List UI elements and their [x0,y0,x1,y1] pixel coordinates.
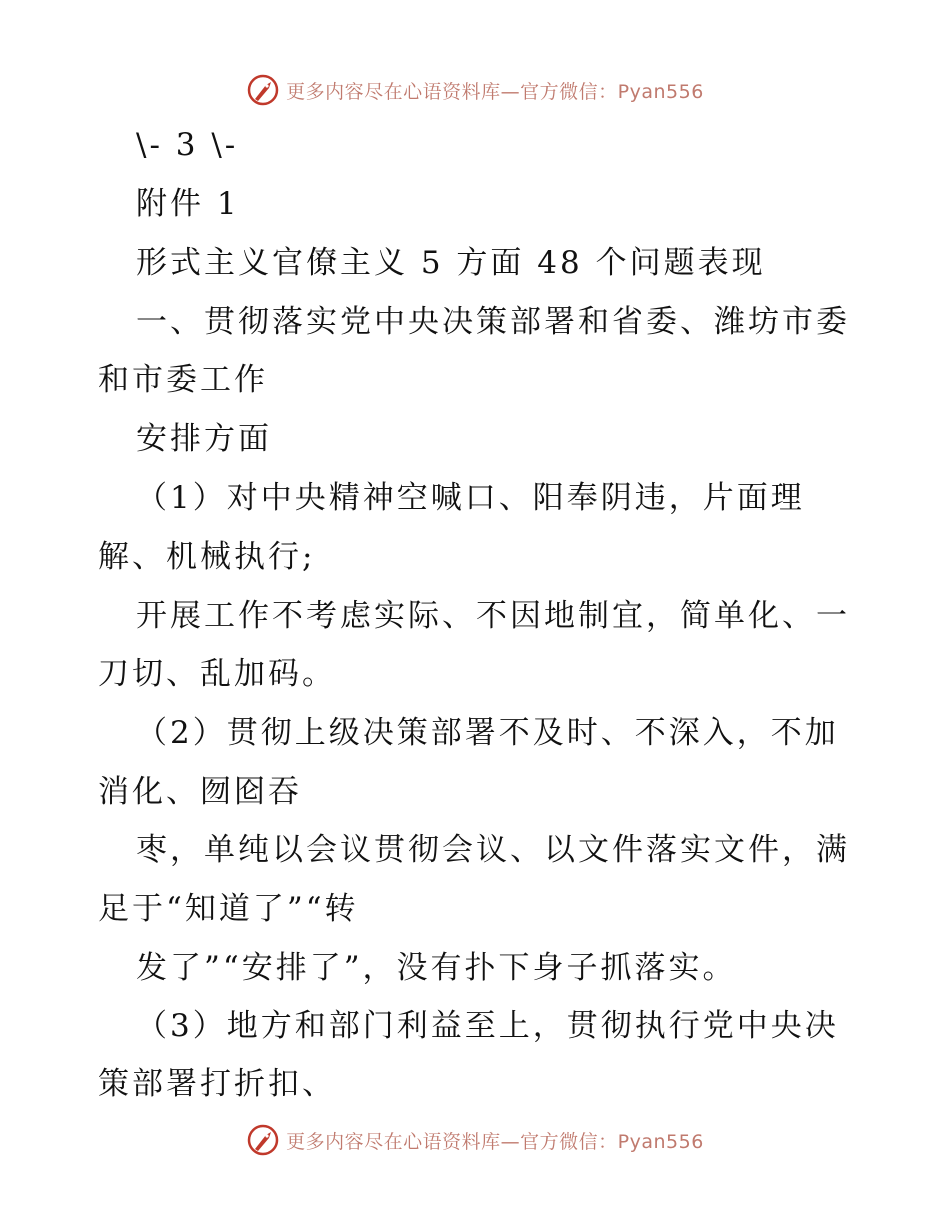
paragraph-line: 枣，单纯以会议贯彻会议、以文件落实文件，满 [136,832,850,868]
paragraph-line: 策部署打折扣、 [98,1066,336,1102]
attachment-label: 附件 1 [136,186,240,222]
page-number: \- 3 \- [136,127,239,163]
paragraph-line: 消化、囫囵吞 [98,774,302,810]
paragraph-line: （2）贯彻上级决策部署不及时、不深入，不加 [136,715,839,751]
watermark-text: 更多内容尽在心语资料库—官方微信：Pyan556 [286,80,704,103]
paragraph-line: 刀切、乱加码。 [98,656,336,692]
pen-nib-logo-icon [246,73,280,107]
paragraph-line: 和市委工作 [98,362,268,398]
document-title: 形式主义官僚主义 5 方面 48 个问题表现 [136,245,766,281]
paragraph-line: 开展工作不考虑实际、不因地制宜，简单化、一 [136,598,850,634]
pen-nib-logo-icon [246,1123,280,1157]
paragraph-line: 一、贯彻落实党中央决策部署和省委、潍坊市委 [136,304,850,340]
watermark-text: 更多内容尽在心语资料库—官方微信：Pyan556 [286,1130,704,1153]
paragraph-line: 解、机械执行; [98,539,316,575]
paragraph-line: 安排方面 [136,421,272,457]
paragraph-line: 发了”“安排了”，没有扑下身子抓落实。 [136,950,737,986]
footer-watermark [0,1120,950,1160]
paragraph-line: （1）对中央精神空喊口、阳奉阴违，片面理 [136,480,805,516]
paragraph-line: （3）地方和部门利益至上，贯彻执行党中央决 [136,1008,839,1044]
header-watermark [0,70,950,110]
paragraph-line: 足于“知道了”“转 [98,891,359,927]
